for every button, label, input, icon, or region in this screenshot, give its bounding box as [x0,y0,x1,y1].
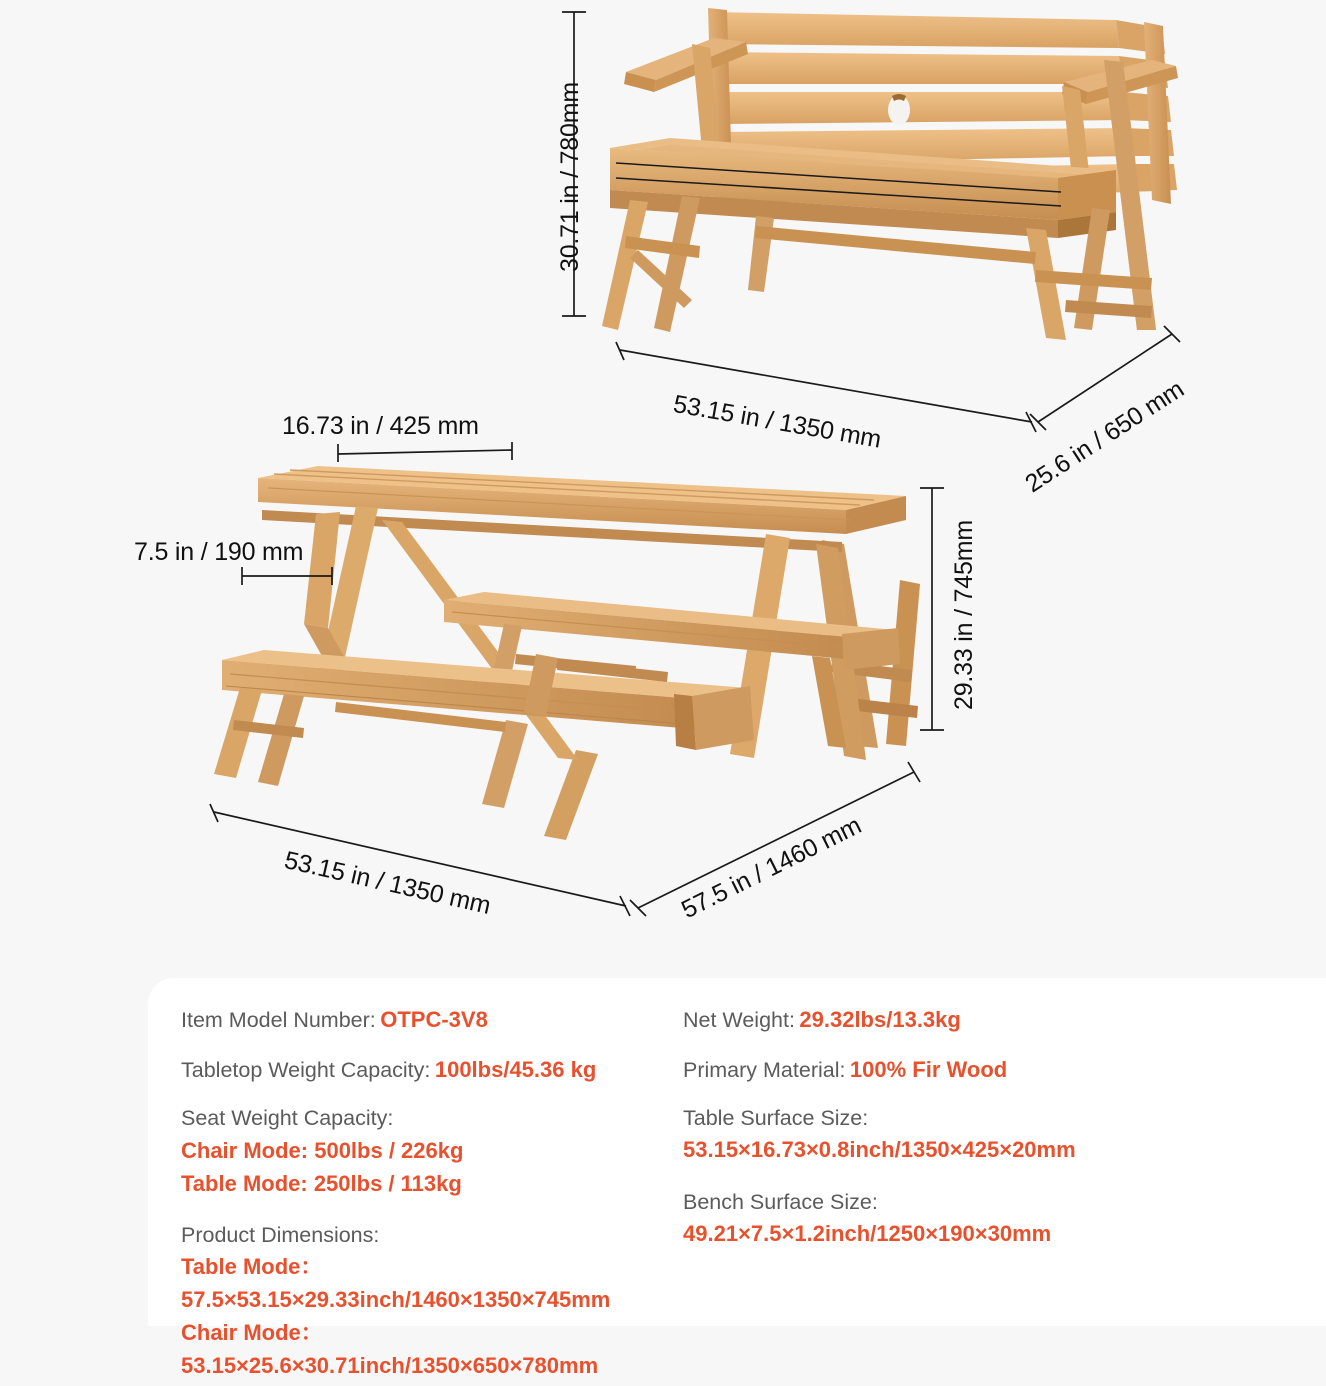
table-depth-label: 57.5 in / 1460 mm [677,811,866,925]
spec-value-table-mode: Table Mode: 250lbs / 113kg [181,1170,462,1196]
spec-value: 100lbs/45.36 kg [434,1056,597,1082]
table-length-label: 53.15 in / 1350 mm [281,846,494,920]
spec-label: Seat Weight Capacity: [181,1106,394,1131]
spec-column-left [181,1004,681,1386]
spec-value-chair-mode-dims: Chair Mode： 53.15×25.6×30.71inch/1350×650×780mm [181,1320,599,1379]
specifications-panel [148,978,1326,1379]
spec-label: Bench Surface Size: [683,1190,878,1215]
spec-item-model-number [181,1004,681,1036]
chair-width-label: 53.15 in / 1350 mm [671,390,884,454]
spec-value-table-mode-dims: Table Mode： 57.5×53.15×29.33inch/1460×1350×745mm [181,1254,611,1313]
spec-label: Primary Material: [683,1057,846,1082]
bench-width-dimension-line [236,564,340,588]
tabletop-width-label: 16.73 in / 425 mm [282,412,479,440]
spec-table-surface-size [683,1103,1323,1165]
spec-bench-surface-size [683,1187,1323,1249]
spec-tabletop-weight-capacity [181,1054,681,1086]
spec-value: 53.15×16.73×0.8inch/1350×425×20mm [683,1136,1076,1162]
spec-column-right [683,1004,1323,1254]
chair-height-label: 30.71 in / 780mm [556,82,584,272]
spec-label: Product Dimensions: [181,1222,380,1247]
spec-product-dimensions [181,1220,681,1383]
chair-depth-label: 25.6 in / 650 mm [1020,375,1189,499]
table-depth-dimension-line [628,758,928,918]
spec-value: OTPC-3V8 [380,1007,488,1032]
spec-value: 49.21×7.5×1.2inch/1250×190×30mm [683,1220,1052,1246]
table-height-label: 29.33 in / 745mm [950,520,978,710]
tabletop-width-dimension-line [330,440,520,464]
spec-label: Table Surface Size: [683,1106,869,1131]
chair-mode-illustration [596,0,1216,350]
spec-value: 29.32lbs/13.3kg [799,1007,961,1032]
spec-primary-material [683,1054,1323,1086]
spec-net-weight [683,1004,1323,1036]
spec-seat-weight-capacity [181,1103,681,1200]
spec-label: Net Weight: [683,1008,795,1032]
legs-left [602,196,700,332]
spec-label: Tabletop Weight Capacity: [181,1057,431,1082]
spec-value-chair-mode: Chair Mode: 500lbs / 226kg [181,1137,464,1163]
bench-width-label: 7.5 in / 190 mm [134,538,304,566]
table-height-dimension-line [920,484,944,734]
spec-value: 100% Fir Wood [849,1056,1008,1082]
spec-label: Item Model Number: [181,1008,376,1032]
